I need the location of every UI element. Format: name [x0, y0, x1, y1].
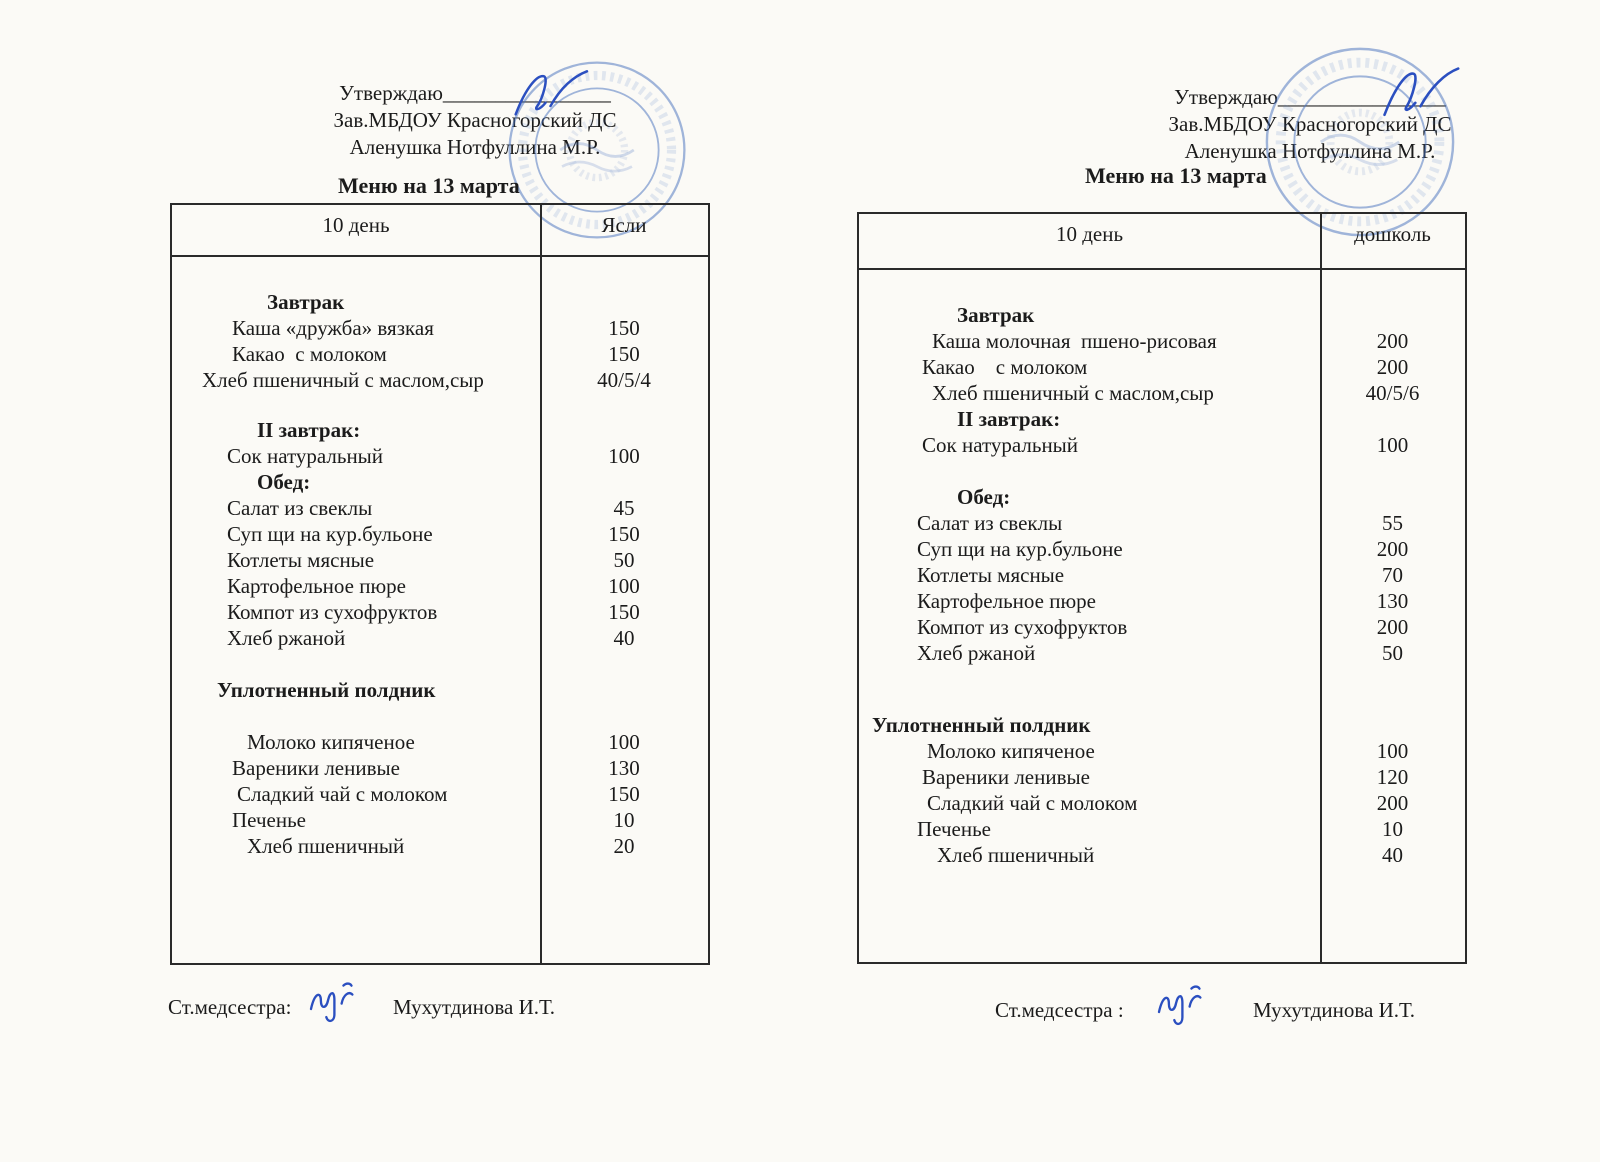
menu-item-row — [859, 640, 1465, 666]
menu-item-row — [859, 712, 1465, 738]
menu-item-row — [172, 495, 708, 521]
menu-item-row — [859, 380, 1465, 406]
menu-rows — [859, 270, 1465, 962]
menu-item-row — [859, 588, 1465, 614]
nurse-label: Ст.медсестра: — [168, 995, 292, 1019]
dish-name: Каша молочная пшено-рисовая — [932, 329, 1217, 353]
menu-item-row — [172, 729, 708, 755]
portion-value — [540, 677, 708, 703]
menu-item-row — [859, 764, 1465, 790]
portion-value: 55 — [1382, 511, 1403, 535]
approval-line: Утверждаю________________ — [1174, 85, 1446, 109]
dish-name: Салат из свеклы — [917, 511, 1063, 535]
organization-line: Зав.МБДОУ Красногорский ДС — [333, 108, 617, 132]
menu-item-row — [172, 341, 708, 367]
dish-name: Вареники ленивые — [922, 765, 1090, 789]
dish-name: Каша «дружба» вязкая — [232, 316, 434, 340]
menu-spacer-row — [172, 703, 708, 729]
portion-value — [540, 651, 708, 677]
portion-value: 10 — [613, 808, 635, 832]
menu-item-row — [172, 755, 708, 781]
nurse-signature-icon — [302, 972, 374, 1028]
dish-name: Обед: — [957, 485, 1011, 509]
approval-line: Утверждаю________________ — [339, 81, 611, 105]
dish-name: Хлеб ржаной — [917, 641, 1036, 665]
dish-name: Печенье — [917, 817, 991, 841]
portion-value: 200 — [1376, 537, 1409, 561]
portion-value — [540, 289, 708, 315]
portion-value — [1320, 458, 1465, 484]
menu-spacer-row — [859, 458, 1465, 484]
portion-value: 100 — [608, 574, 640, 598]
portion-value: 200 — [1376, 791, 1409, 815]
dish-name: Котлеты мясные — [917, 563, 1065, 587]
column-header-day: 10 день — [322, 213, 390, 237]
dish-name — [859, 458, 1320, 484]
portion-value: 200 — [1376, 615, 1409, 639]
menu-item-row — [859, 406, 1465, 432]
portion-value: 40 — [613, 626, 635, 650]
portion-value: 150 — [608, 316, 640, 340]
dish-name: Котлеты мясные — [227, 548, 375, 572]
menu-item-row — [859, 328, 1465, 354]
dish-name: Уплотненный полдник — [872, 713, 1091, 737]
menu-item-row — [859, 738, 1465, 764]
dish-name: Хлеб пшеничный с маслом,сыр — [932, 381, 1214, 405]
portion-value: 130 — [1376, 589, 1409, 613]
dish-name: Компот из сухофруктов — [917, 615, 1128, 639]
menu-item-row — [172, 807, 708, 833]
portion-value — [540, 469, 708, 495]
menu-item-row — [172, 417, 708, 443]
menu-item-row — [859, 354, 1465, 380]
portion-value: 120 — [1376, 765, 1409, 789]
portion-value — [540, 393, 708, 417]
dish-name: II завтрак: — [957, 407, 1061, 431]
menu-title: Меню на 13 марта — [338, 173, 520, 198]
dish-name: Хлеб ржаной — [227, 626, 346, 650]
portion-value: 40/5/6 — [1365, 381, 1420, 405]
dish-name: Хлеб пшеничный — [937, 843, 1095, 867]
dish-name: Сладкий чай с молоком — [927, 791, 1138, 815]
dish-name: Какао с молоком — [232, 342, 387, 366]
menu-item-row — [172, 599, 708, 625]
portion-value: 200 — [1376, 355, 1409, 379]
menu-item-row — [172, 315, 708, 341]
portion-value: 40/5/4 — [597, 368, 651, 392]
portion-value: 150 — [608, 342, 640, 366]
menu-item-row — [172, 289, 708, 315]
approval-block — [285, 80, 665, 161]
portion-value: 100 — [608, 444, 640, 468]
menu-item-row — [172, 573, 708, 599]
column-header-group: Ясли — [601, 213, 647, 237]
dish-name: Хлеб пшеничный — [247, 834, 405, 858]
organization-line: Зав.МБДОУ Красногорский ДС — [1168, 112, 1452, 136]
portion-value — [1320, 666, 1465, 712]
menu-item-row — [172, 547, 708, 573]
portion-value: 10 — [1382, 817, 1403, 841]
dish-name: Обед: — [257, 470, 311, 494]
nurse-name: Мухутдинова И.Т. — [393, 995, 556, 1019]
menu-item-row — [172, 625, 708, 651]
portion-value: 130 — [608, 756, 640, 780]
dish-name: Молоко кипяченое — [927, 739, 1095, 763]
portion-value: 70 — [1382, 563, 1403, 587]
portion-value: 45 — [613, 496, 635, 520]
portion-value — [540, 417, 708, 443]
portion-value: 100 — [1376, 739, 1409, 763]
menu-spacer-row — [859, 666, 1465, 712]
menu-spacer-row — [172, 651, 708, 677]
dish-name: Суп щи на кур.бульоне — [227, 522, 433, 546]
dish-name: Сок натуральный — [922, 433, 1079, 457]
dish-name: Суп щи на кур.бульоне — [917, 537, 1123, 561]
menu-spacer-row — [172, 393, 708, 417]
menu-item-row — [859, 484, 1465, 510]
dish-name: II завтрак: — [257, 418, 361, 442]
menu-item-row — [859, 816, 1465, 842]
menu-item-row — [172, 677, 708, 703]
column-header-group: дошколь — [1354, 222, 1431, 246]
portion-value: 150 — [608, 600, 640, 624]
portion-value: 50 — [1382, 641, 1403, 665]
dish-name: Завтрак — [957, 303, 1035, 327]
portion-value: 150 — [608, 782, 640, 806]
nurse-signature-icon — [1150, 975, 1222, 1031]
menu-item-row — [172, 469, 708, 495]
menu-table — [170, 203, 710, 965]
dish-name: Картофельное пюре — [917, 589, 1096, 613]
nurse-label: Ст.медсестра : — [995, 998, 1124, 1022]
dish-name: Вареники ленивые — [232, 756, 400, 780]
dish-name: Компот из сухофруктов — [227, 600, 438, 624]
menu-item-row — [859, 614, 1465, 640]
portion-value: 100 — [1376, 433, 1409, 457]
menu-item-row — [172, 443, 708, 469]
dish-name: Сладкий чай с молоком — [237, 782, 448, 806]
head-name-line: Аленушка Нотфуллина М.Р. — [349, 135, 601, 159]
dish-name: Уплотненный полдник — [217, 678, 436, 702]
menu-table — [857, 212, 1467, 964]
portion-value: 150 — [608, 522, 640, 546]
menu-item-row — [172, 521, 708, 547]
dish-name — [172, 703, 540, 729]
portion-value — [1320, 406, 1465, 432]
menu-item-row — [859, 432, 1465, 458]
portion-value — [1320, 302, 1465, 328]
portion-value — [1320, 484, 1465, 510]
portion-value: 20 — [613, 834, 635, 858]
menu-item-row — [172, 833, 708, 859]
dish-name: Сок натуральный — [227, 444, 384, 468]
menu-title: Меню на 13 марта — [1085, 163, 1267, 188]
portion-value: 100 — [608, 730, 640, 754]
menu-item-row — [859, 562, 1465, 588]
dish-name: Завтрак — [267, 290, 345, 314]
dish-name: Хлеб пшеничный с маслом,сыр — [202, 368, 484, 392]
table-header-row — [859, 214, 1465, 270]
menu-item-row — [172, 781, 708, 807]
menu-item-row — [172, 367, 708, 393]
dish-name — [172, 393, 540, 417]
nurse-name: Мухутдинова И.Т. — [1253, 998, 1416, 1022]
dish-name: Какао с молоком — [922, 355, 1088, 379]
menu-item-row — [859, 510, 1465, 536]
dish-name — [859, 666, 1320, 712]
menu-item-row — [859, 790, 1465, 816]
menu-item-row — [859, 536, 1465, 562]
dish-name: Молоко кипяченое — [247, 730, 415, 754]
dish-name: Картофельное пюре — [227, 574, 406, 598]
head-name-line: Аленушка Нотфуллина М.Р. — [1184, 139, 1436, 163]
menu-item-row — [859, 842, 1465, 868]
menu-item-row — [859, 302, 1465, 328]
approval-block — [1120, 84, 1500, 165]
portion-value — [540, 703, 708, 729]
table-header-row — [172, 205, 708, 257]
portion-value — [1320, 712, 1465, 738]
dish-name — [172, 651, 540, 677]
column-header-day: 10 день — [1055, 222, 1124, 246]
portion-value: 40 — [1382, 843, 1403, 867]
dish-name: Салат из свеклы — [227, 496, 373, 520]
menu-rows — [172, 257, 708, 963]
dish-name: Печенье — [232, 808, 306, 832]
portion-value: 50 — [613, 548, 635, 572]
portion-value: 200 — [1376, 329, 1409, 353]
